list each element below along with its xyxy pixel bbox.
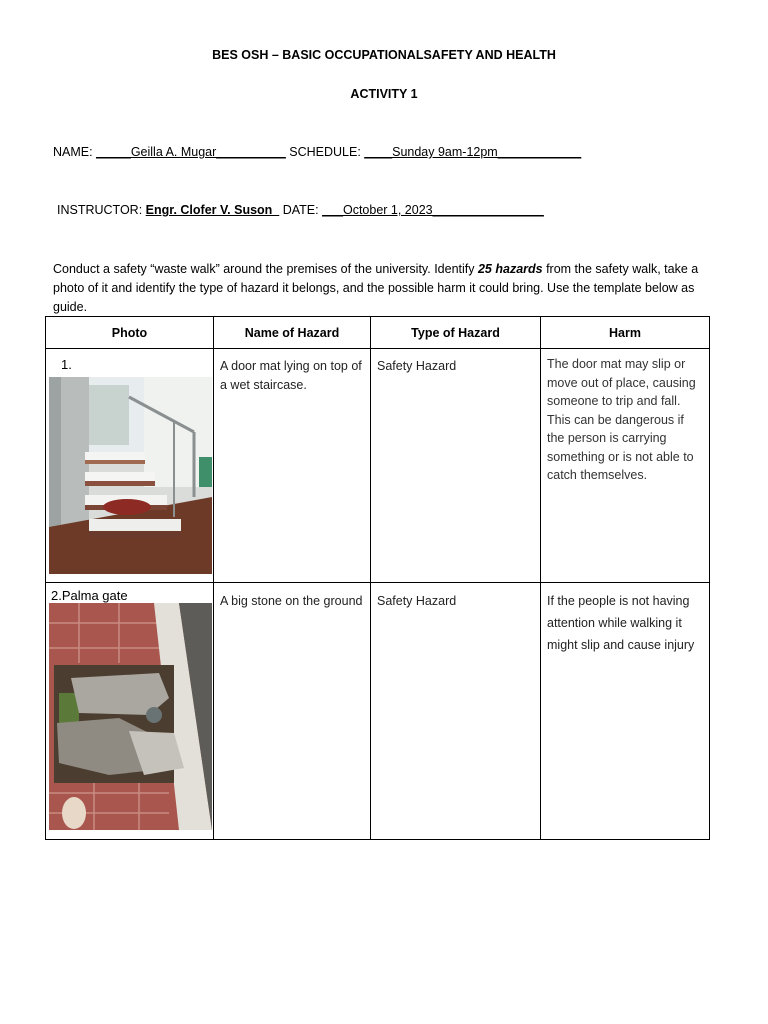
hazard-type-text: Safety Hazard bbox=[377, 594, 457, 608]
harm-text: The door mat may slip or move out of place, causing someone to trip and fall. This can be dangerous if the person is carrying something or is not able to catch themselves. bbox=[547, 357, 696, 482]
header-name-of-hazard: Name of Hazard bbox=[214, 317, 371, 349]
photo-label: 2.Palma gate bbox=[51, 588, 128, 603]
date-value: ___October 1, 2023________________ bbox=[322, 203, 544, 217]
photo-label: 1. bbox=[61, 357, 72, 372]
hazard-name-text: A big stone on the ground bbox=[220, 594, 363, 608]
name-value: _____Geilla A. Mugar__________ bbox=[96, 145, 286, 159]
photo-cell bbox=[46, 583, 214, 840]
table-header-row bbox=[46, 317, 710, 349]
table-row bbox=[46, 349, 710, 583]
activity-title: ACTIVITY 1 bbox=[350, 87, 418, 101]
hazard-type-text: Safety Hazard bbox=[377, 359, 457, 373]
header-photo: Photo bbox=[46, 317, 214, 349]
schedule-label: SCHEDULE: bbox=[285, 145, 365, 159]
table-row bbox=[46, 583, 710, 840]
instructor-date-line bbox=[57, 203, 544, 217]
name-label: NAME: bbox=[53, 145, 97, 159]
hazard-table bbox=[45, 316, 710, 840]
date-label: DATE: bbox=[279, 203, 323, 217]
instructions-text-2: from the safety walk, take a photo of it and identify the type of hazard it belongs, and the possible harm it could bring. Use the template below as guide. bbox=[53, 262, 699, 314]
instructor-label: INSTRUCTOR: bbox=[57, 203, 146, 217]
stone-ground-photo bbox=[49, 603, 212, 830]
instructions-text-1: Conduct a safety “waste walk” around the premises of the university. Identify bbox=[53, 262, 478, 276]
instructions-emphasis: 25 hazards bbox=[477, 262, 543, 276]
hazard-type-cell bbox=[371, 349, 541, 583]
staircase-doormat-photo bbox=[49, 377, 212, 574]
header-harm: Harm bbox=[541, 317, 710, 349]
harm-text: If the people is not having attention while walking it might slip and cause injury bbox=[547, 594, 695, 652]
document-title: BES OSH – BASIC OCCUPATIONALSAFETY AND HEALTH bbox=[212, 48, 556, 62]
hazard-name-text: A door mat lying on top of a wet staircase. bbox=[220, 359, 362, 392]
name-schedule-line bbox=[53, 145, 581, 159]
schedule-value: ____Sunday 9am-12pm____________ bbox=[364, 145, 582, 159]
hazard-type-cell bbox=[371, 583, 541, 840]
instructions-paragraph bbox=[53, 260, 713, 317]
header-type-of-hazard: Type of Hazard bbox=[371, 317, 541, 349]
photo-cell bbox=[46, 349, 214, 583]
hazard-name-cell bbox=[214, 349, 371, 583]
instructor-value: Engr. Clofer V. Suson bbox=[145, 203, 280, 217]
harm-cell bbox=[541, 583, 710, 840]
hazard-name-cell bbox=[214, 583, 371, 840]
harm-cell bbox=[541, 349, 710, 583]
